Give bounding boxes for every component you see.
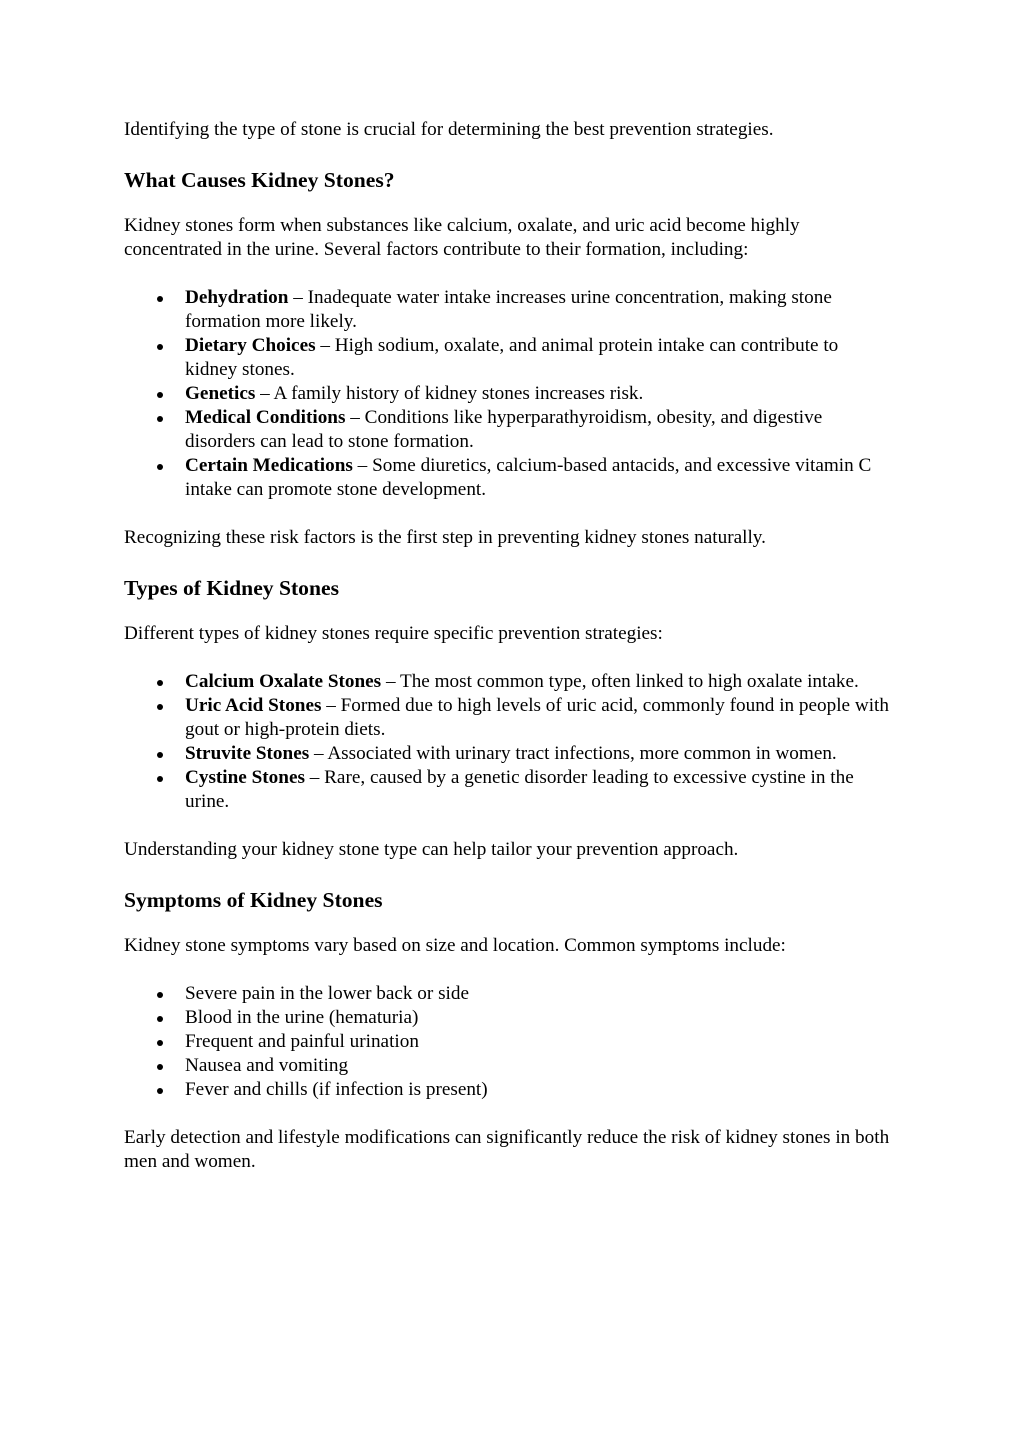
bullet-icon — [157, 1064, 163, 1070]
heading-types: Types of Kidney Stones — [124, 576, 339, 600]
list-item — [124, 334, 894, 382]
list-item — [124, 286, 894, 334]
list-item-term: Genetics — [185, 383, 256, 404]
intro-paragraph: Identifying the type of stone is crucial for determining the best prevention strategies. — [124, 119, 774, 140]
list-item-text: – Inadequate water intake increases urine concentration, making stone formation more likely. — [185, 287, 832, 332]
bullet-icon — [157, 464, 163, 470]
list-item-term: Dehydration — [185, 287, 289, 308]
list-item-term: Cystine Stones — [185, 767, 305, 788]
types-lead-paragraph: Different types of kidney stones require specific prevention strategies: — [124, 623, 663, 644]
bullet-icon — [157, 704, 163, 710]
symptoms-list — [124, 982, 894, 1102]
list-item-text: Severe pain in the lower back or side — [185, 983, 469, 1004]
list-item-term: Medical Conditions — [185, 407, 346, 428]
bullet-icon — [157, 992, 163, 998]
list-item — [124, 694, 894, 742]
list-item-text: Frequent and painful urination — [185, 1031, 419, 1052]
list-item-text: – Some diuretics, calcium-based antacids, and excessive vitamin C intake can promote stone development. — [185, 455, 872, 500]
bullet-icon — [157, 752, 163, 758]
heading-symptoms: Symptoms of Kidney Stones — [124, 888, 383, 912]
list-item — [124, 1006, 894, 1030]
list-item — [124, 766, 894, 814]
bullet-icon — [157, 416, 163, 422]
symptoms-lead-paragraph: Kidney stone symptoms vary based on size and location. Common symptoms include: — [124, 935, 786, 956]
list-item — [124, 982, 894, 1006]
list-item-text: – Conditions like hyperparathyroidism, obesity, and digestive disorders can lead to stone formation. — [185, 407, 823, 452]
list-item — [124, 1030, 894, 1054]
bullet-icon — [157, 1040, 163, 1046]
list-item-term: Calcium Oxalate Stones — [185, 671, 382, 692]
list-item-text: – The most common type, often linked to high oxalate intake. — [381, 671, 859, 692]
list-item-text: – A family history of kidney stones increases risk. — [255, 383, 644, 404]
bullet-icon — [157, 776, 163, 782]
document-page — [124, 118, 894, 1174]
list-item-term: Certain Medications — [185, 455, 353, 476]
bullet-icon — [157, 1016, 163, 1022]
list-item-term: Dietary Choices — [185, 335, 316, 356]
types-list — [124, 670, 894, 814]
heading-causes: What Causes Kidney Stones? — [124, 168, 395, 192]
list-item-text: Blood in the urine (hematuria) — [185, 1007, 419, 1028]
list-item — [124, 382, 894, 406]
bullet-icon — [157, 344, 163, 350]
list-item-text: – Associated with urinary tract infections, more common in women. — [309, 743, 837, 764]
bullet-icon — [157, 392, 163, 398]
list-item-term: Uric Acid Stones — [185, 695, 322, 716]
causes-closing-paragraph: Recognizing these risk factors is the first step in preventing kidney stones naturally. — [124, 527, 766, 548]
list-item-text: Fever and chills (if infection is present) — [185, 1079, 488, 1100]
list-item-text: Nausea and vomiting — [185, 1055, 349, 1076]
list-item — [124, 406, 894, 454]
bullet-icon — [157, 296, 163, 302]
list-item — [124, 454, 894, 502]
bullet-icon — [157, 1088, 163, 1094]
list-item-text: – High sodium, oxalate, and animal protein intake can contribute to kidney stones. — [185, 335, 839, 380]
types-closing-paragraph: Understanding your kidney stone type can help tailor your prevention approach. — [124, 839, 739, 860]
bullet-icon — [157, 680, 163, 686]
symptoms-closing-paragraph: Early detection and lifestyle modifications can significantly reduce the risk of kidney stones in both men and women. — [124, 1127, 890, 1172]
list-item — [124, 1054, 894, 1078]
causes-list — [124, 286, 894, 502]
list-item-text: – Formed due to high levels of uric acid, commonly found in people with gout or high-protein diets. — [185, 695, 889, 740]
list-item — [124, 670, 894, 694]
list-item — [124, 1078, 894, 1102]
causes-lead-paragraph: Kidney stones form when substances like calcium, oxalate, and uric acid become highly concentrated in the urine. Several factors contribute to their formation, including: — [124, 215, 800, 260]
list-item-text: – Rare, caused by a genetic disorder leading to excessive cystine in the urine. — [185, 767, 854, 812]
list-item — [124, 742, 894, 766]
list-item-term: Struvite Stones — [185, 743, 310, 764]
